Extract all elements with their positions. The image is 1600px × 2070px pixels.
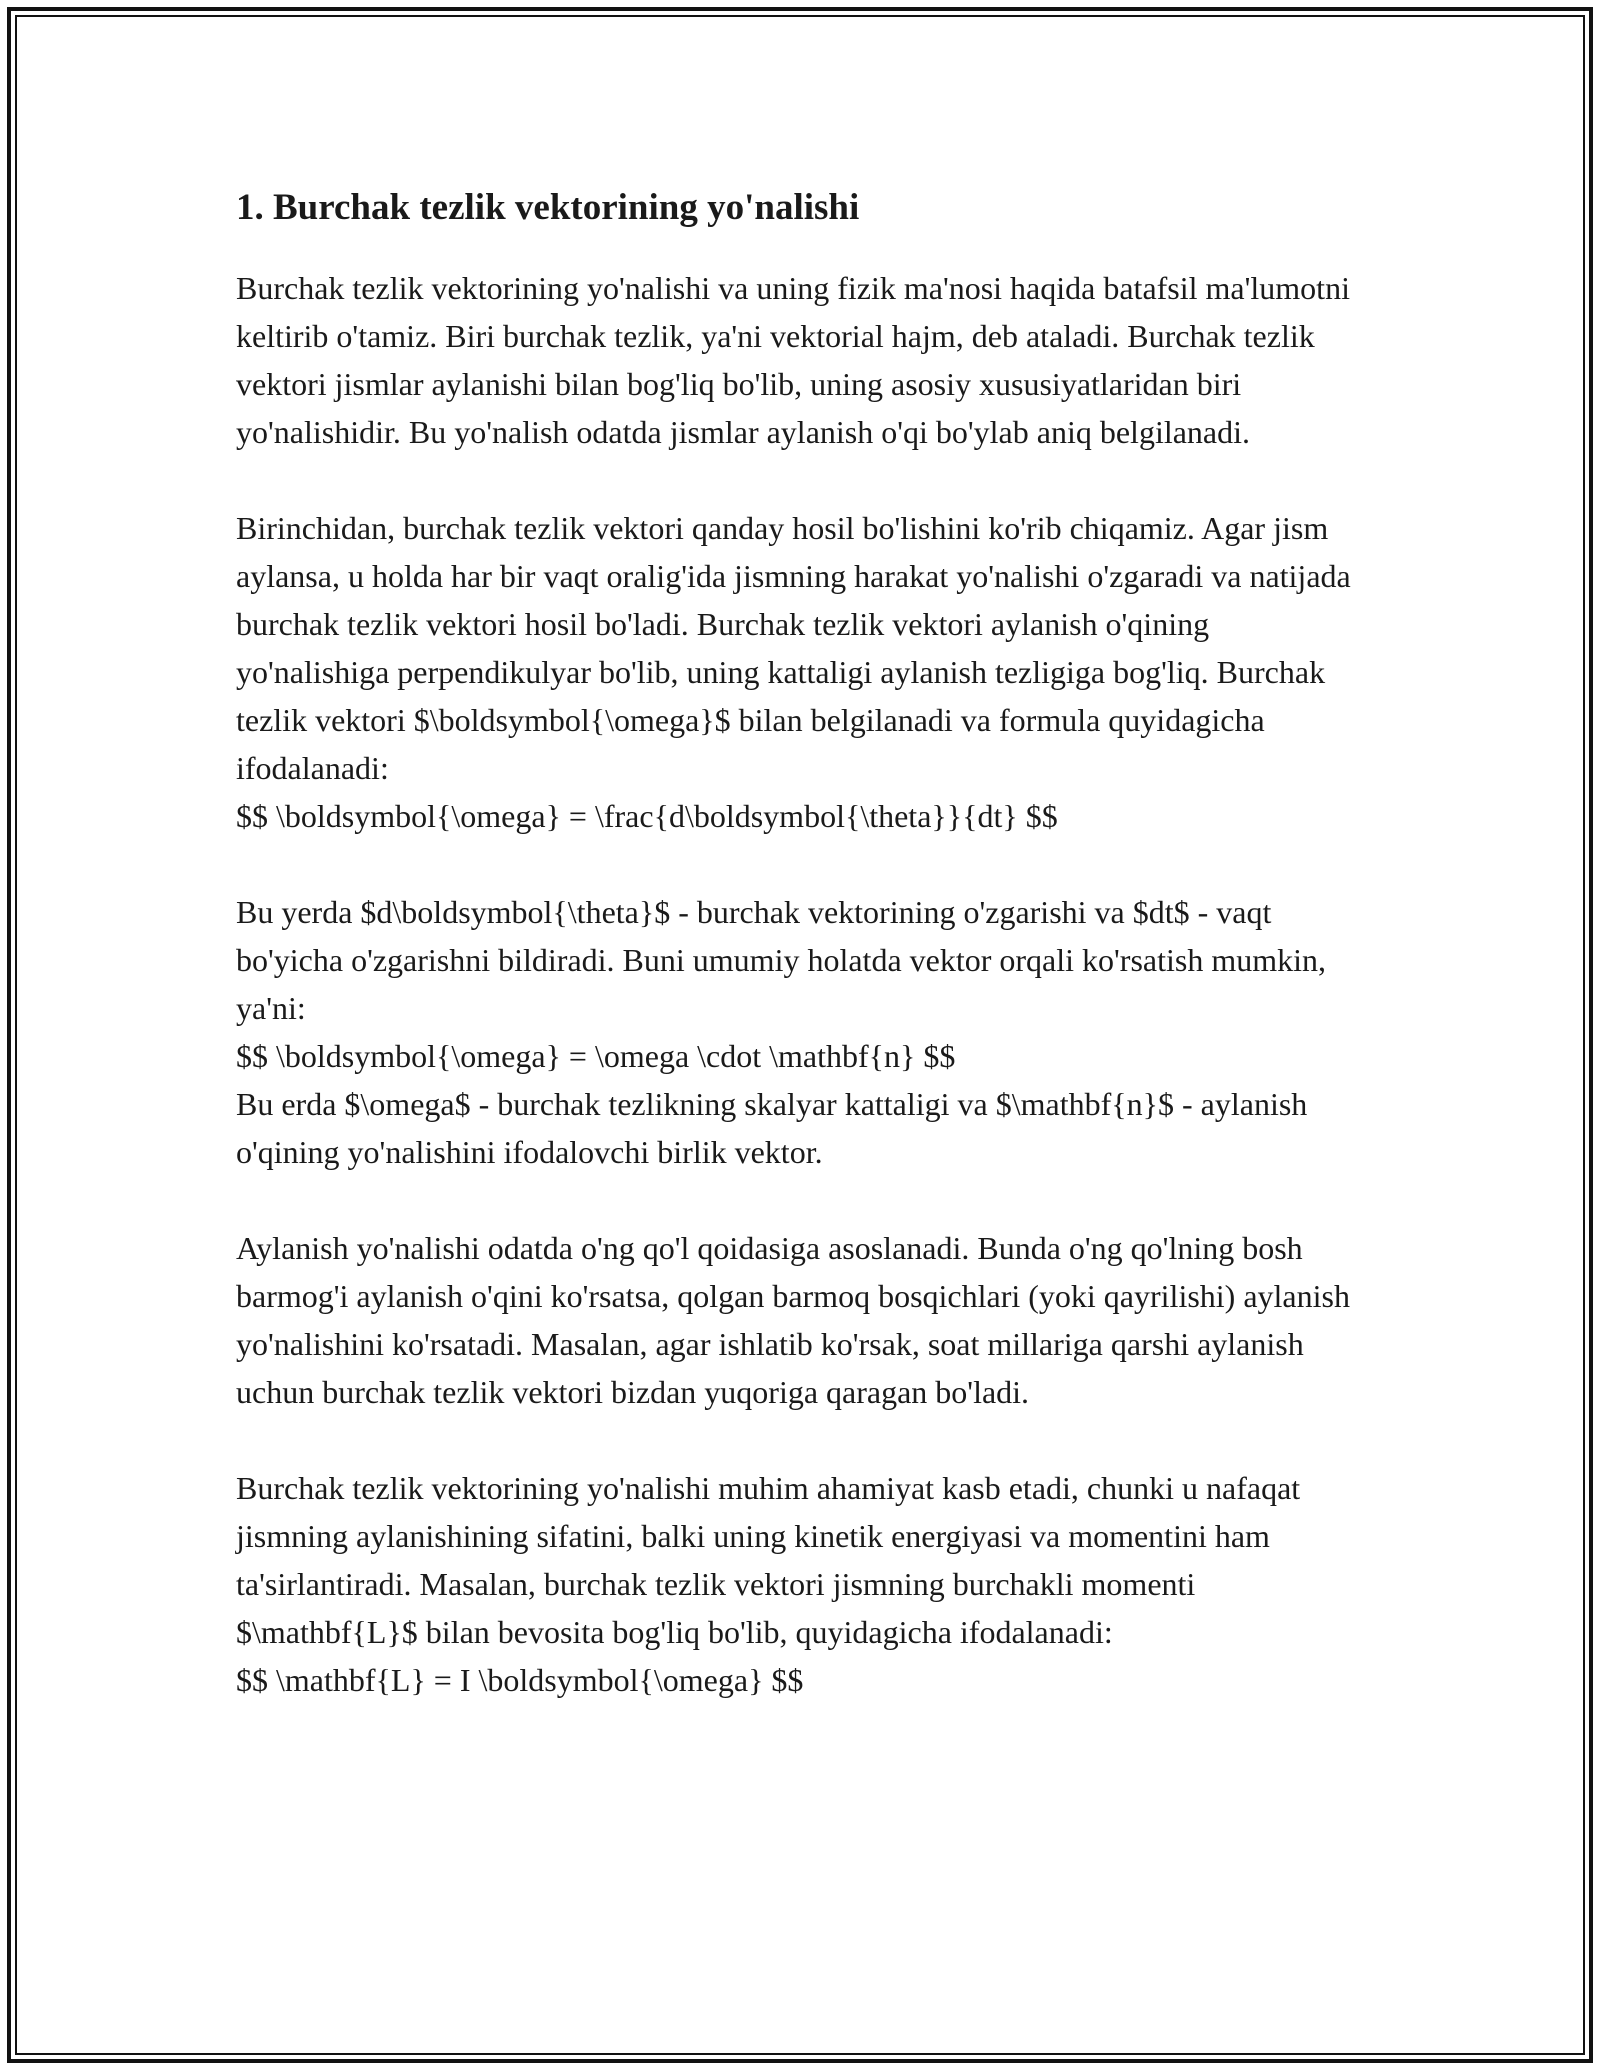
paragraph-intro: Burchak tezlik vektorining yo'nalishi va uning fizik ma'nosi haqida batafsil ma'lumotni keltirib o'tamiz. Biri burchak tezlik, ya'ni vektorial hajm, deb ataladi. Burchak tezlik vektori jismlar aylanishi bilan bog'liq bo'lib, uning asosiy xususiyatlaridan biri yo'nalishidir. Bu yo'nalish odatda jismlar aylanish o'qi bo'ylab aniq belgilanadi.: [236, 270, 1350, 451]
section-heading: 1. Burchak tezlik vektorining yo'nalishi: [236, 187, 860, 228]
paragraph-formation: Birinchidan, burchak tezlik vektori qanday hosil bo'lishini ko'rib chiqamiz. Agar jism aylansa, u holda har bir vaqt oralig'ida jismning harakat yo'nalishi o'zgaradi va natijada burchak tezlik vektori hosil bo'ladi. Burchak tezlik vektori aylanish o'qining yo'nalishiga perpendikulyar bo'lib, uning kattaligi aylanish tezligiga bog'liq. Burchak tezlik vektori $\boldsymbol{\omega}$ bilan belgilanadi va formula quyidagicha ifodalanadi: $$ \boldsymbol{\omega} = \frac{d\boldsymbol{\theta}}{dt} $$: [236, 510, 1351, 835]
document-body: [236, 186, 1366, 1752]
paragraph-right-hand-rule: Aylanish yo'nalishi odatda o'ng qo'l qoidasiga asoslanadi. Bunda o'ng qo'lning bosh barmog'i aylanish o'qini ko'rsatsa, qolgan barmoq bosqichlari (yoki qayrilishi) aylanish yo'nalishini ko'rsatadi. Masalan, agar ishlatib ko'rsak, soat millariga qarshi aylanish uchun burchak tezlik vektori bizdan yuqoriga qaragan bo'ladi.: [236, 1230, 1350, 1411]
paragraph-vector-form: Bu yerda $d\boldsymbol{\theta}$ - burchak vektorining o'zgarishi va $dt$ - vaqt bo'yicha o'zgarishni bildiradi. Buni umumiy holatda vektor orqali ko'rsatish mumkin, ya'ni: $$ \boldsymbol{\omega} = \omega \cdot \mathbf{n} $$ Bu erda $\omega$ - burchak tezlikning skalyar kattaligi va $\mathbf{n}$ - aylanish o'qining yo'nalishini ifodalovchi birlik vektor.: [236, 894, 1327, 1171]
paragraph-angular-momentum: Burchak tezlik vektorining yo'nalishi muhim ahamiyat kasb etadi, chunki u nafaqat jismning aylanishining sifatini, balki uning kinetik energiyasi va momentini ham ta'sirlantiradi. Masalan, burchak tezlik vektori jismning burchakli momenti $\mathbf{L}$ bilan bevosita bog'liq bo'lib, quyidagicha ifodalanadi: $$ \mathbf{L} = I \boldsymbol{\omega} $$: [236, 1470, 1301, 1699]
